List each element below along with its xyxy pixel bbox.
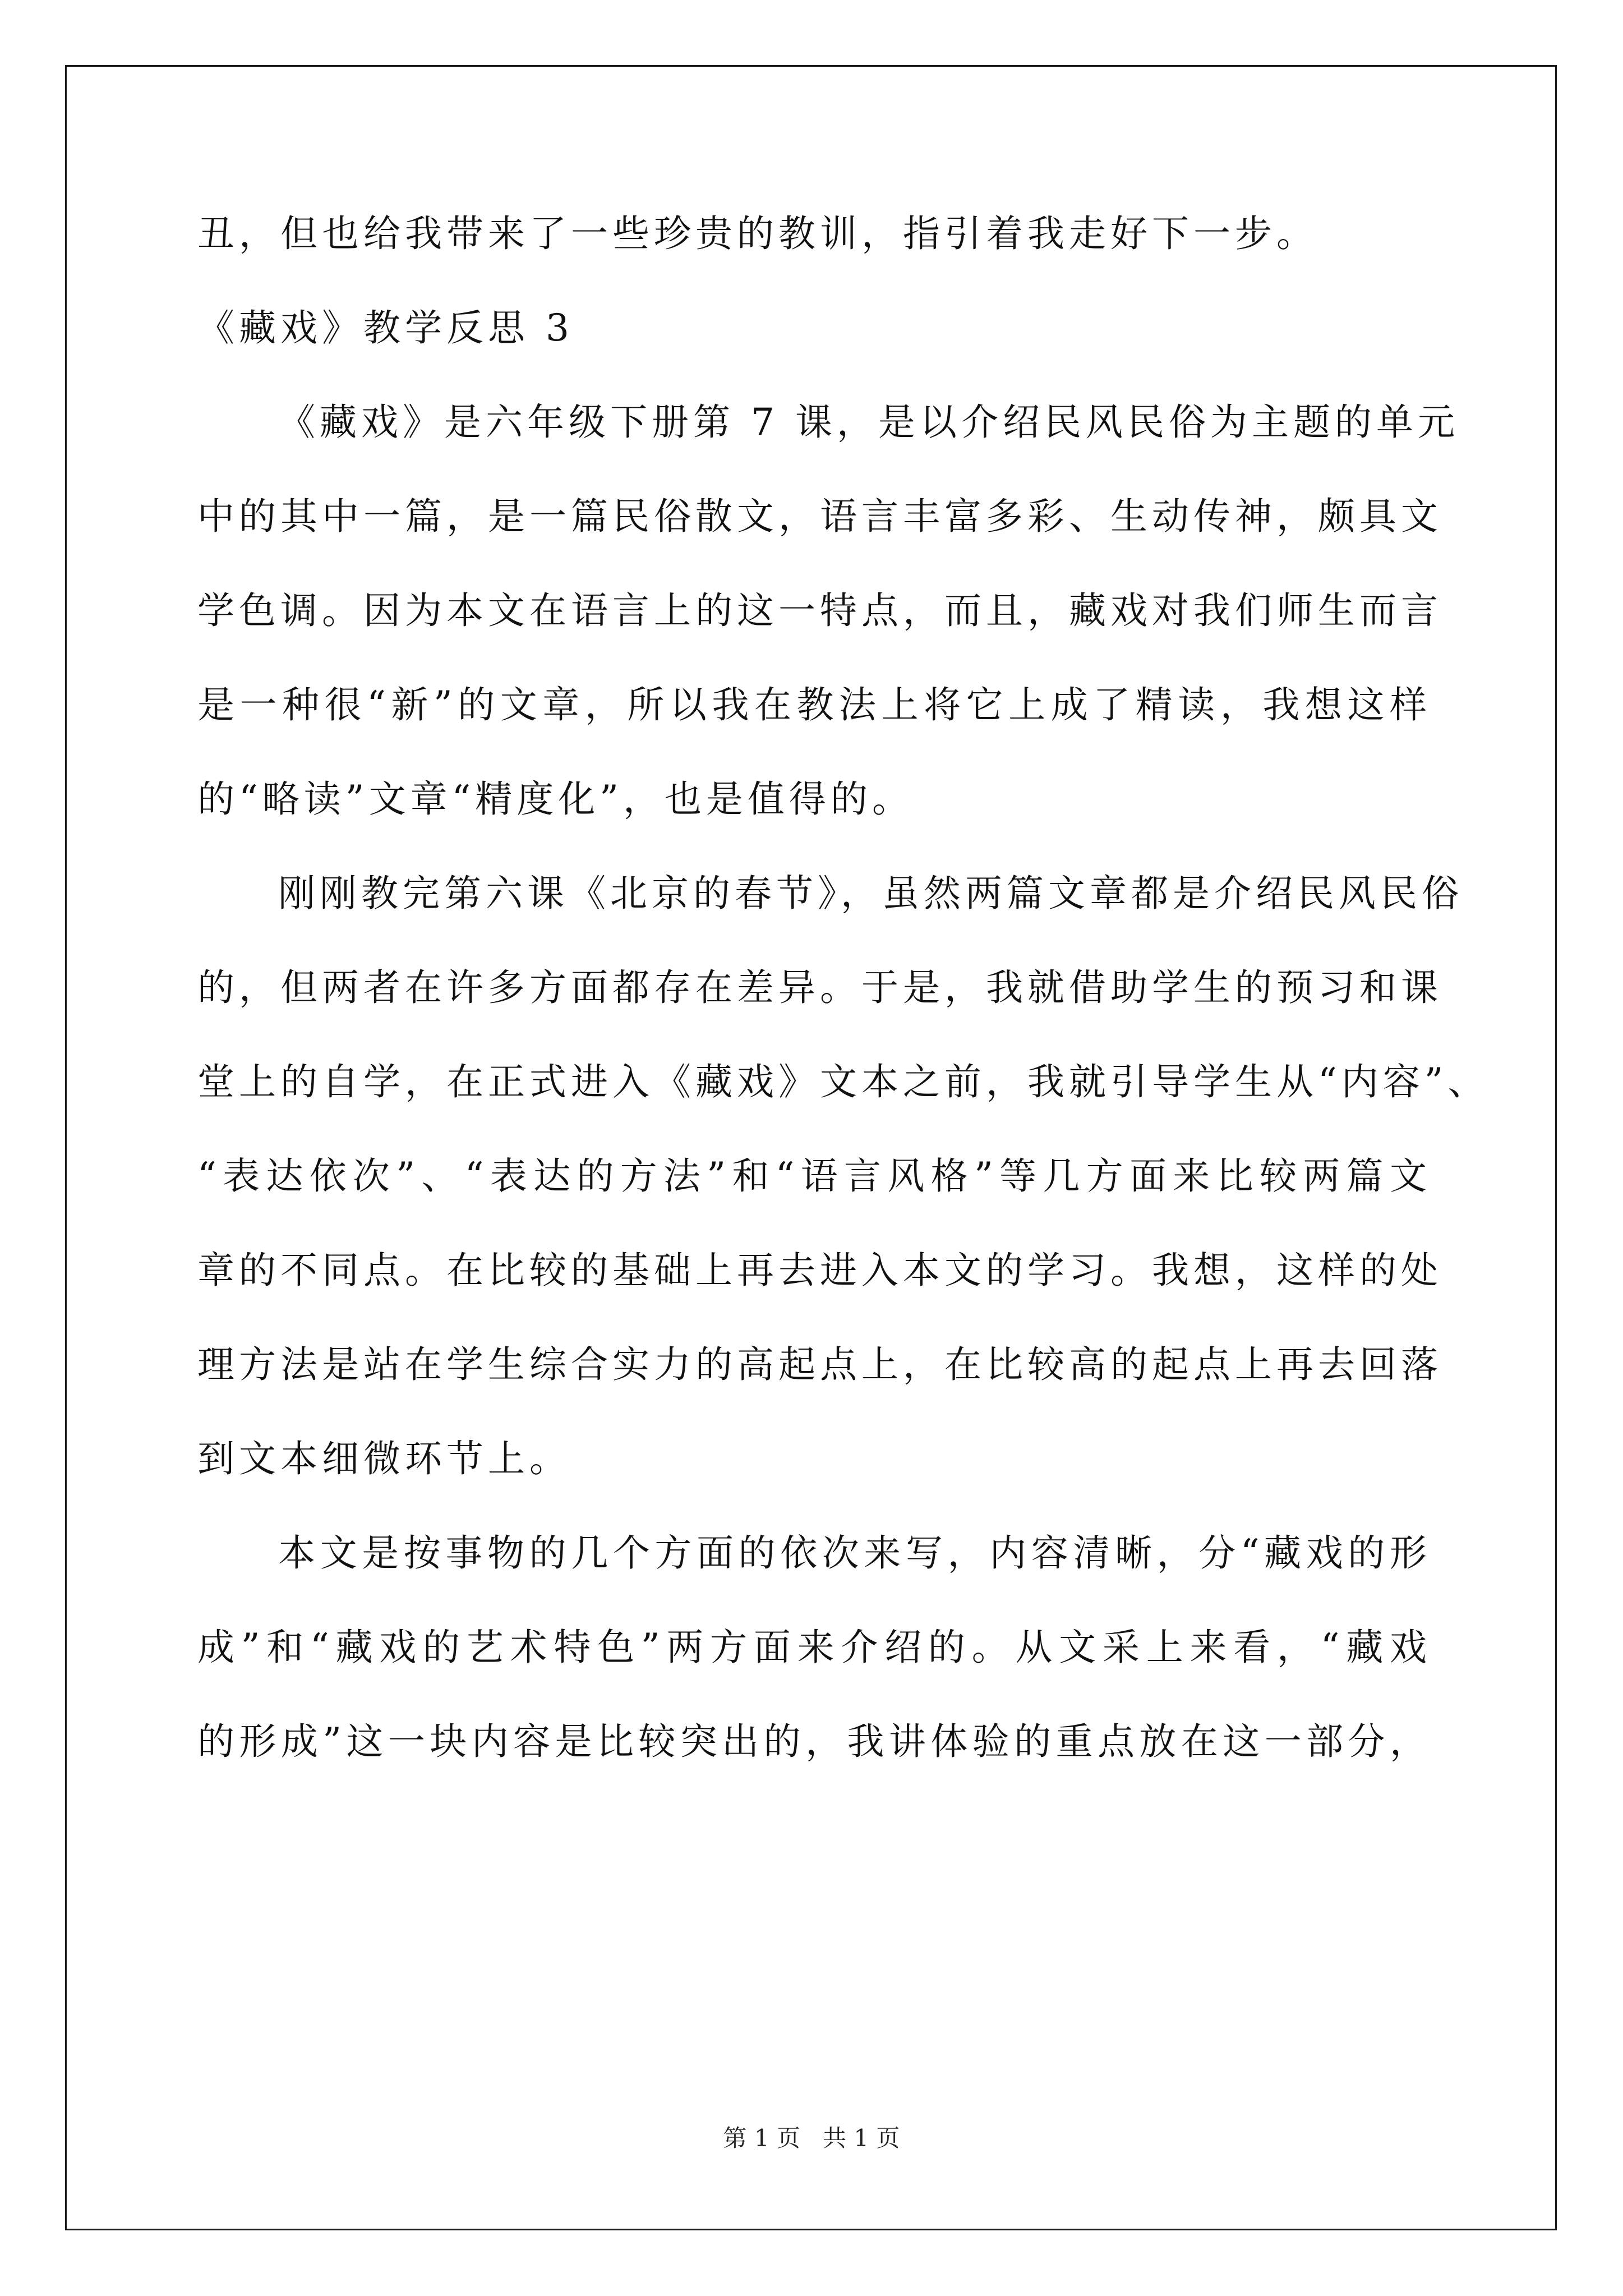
page-footer: 第 1 页 共 1 页 <box>723 2124 900 2152</box>
paragraph-line: 到文本细微环节上。 <box>197 1437 571 1480</box>
paragraph-line: 丑，但也给我带来了一些珍贵的教训，指引着我走好下一步。 <box>197 212 1318 255</box>
paragraph-line: 堂上的自学，在正式进入《藏戏》文本之前，我就引导学生从“内容”、 <box>197 1060 1490 1103</box>
paragraph-line: 《藏戏》是六年级下册第 7 课，是以介绍民风民俗为主题的单元 <box>278 401 1459 444</box>
paragraph-line: 学色调。因为本文在语言上的这一特点，而且，藏戏对我们师生而言 <box>197 589 1442 632</box>
paragraph-line: 本文是按事物的几个方面的依次来写，内容清晰，分“藏戏的形 <box>278 1531 1431 1575</box>
paragraph-line: 的形成”这一块内容是比较突出的，我讲体验的重点放在这一部分， <box>197 1720 1431 1763</box>
paragraph-line: 刚刚教完第六课《北京的春节》，虽然两篇文章都是介绍民风民俗 <box>278 872 1463 915</box>
paragraph-line: 的“略读”文章“精度化”，也是值得的。 <box>197 777 914 821</box>
paragraph-line: 中的其中一篇，是一篇民俗散文，语言丰富多彩、生动传神，颇具文 <box>197 495 1442 538</box>
paragraph-line: 章的不同点。在比较的基础上再去进入本文的学习。我想，这样的处 <box>197 1249 1442 1292</box>
paragraph-line: 成”和“藏戏的艺术特色”两方面来介绍的。从文采上来看，“藏戏 <box>197 1626 1431 1669</box>
section-heading: 《藏戏》教学反思 3 <box>197 306 574 349</box>
paragraph-line: 是一种很“新”的文章，所以我在教法上将它上成了精读，我想这样 <box>197 683 1431 726</box>
paragraph-line: “表达依次”、“表达的方法”和“语言风格”等几方面来比较两篇文 <box>197 1154 1431 1198</box>
page-border <box>65 65 1557 2230</box>
paragraph-line: 理方法是站在学生综合实力的高起点上，在比较高的起点上再去回落 <box>197 1343 1442 1386</box>
paragraph-line: 的，但两者在许多方面都存在差异。于是，我就借助学生的预习和课 <box>197 966 1442 1009</box>
